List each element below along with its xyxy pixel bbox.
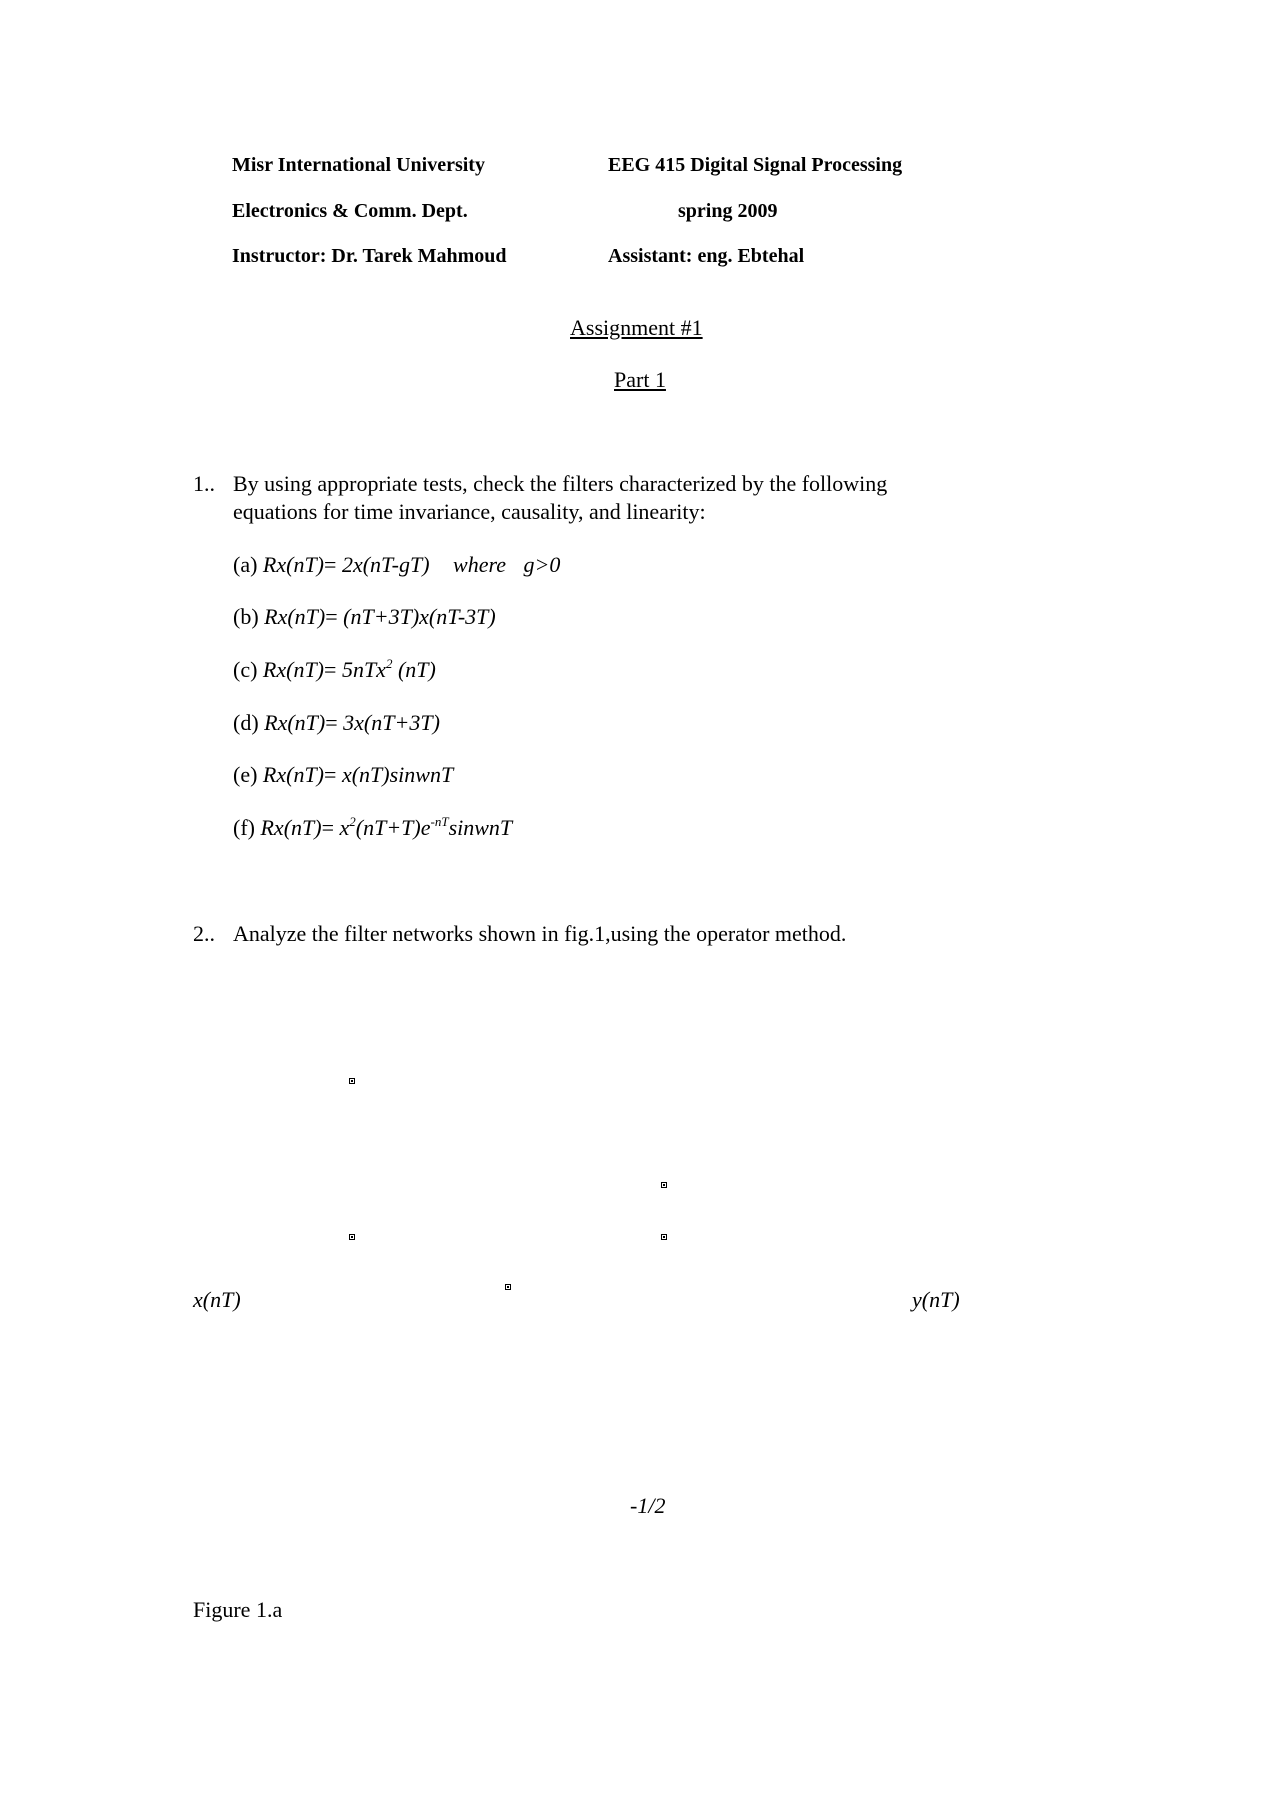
equation-superscript: 2 [349,814,356,829]
department-name: Electronics & Comm. Dept. [232,200,468,222]
figure-node-marker [505,1284,511,1290]
equation-rhs-tail: sinwnT [448,815,513,840]
equation-label: (e) [233,762,258,787]
equation-rhs: (nT+3T)x(nT-3T) [343,604,496,629]
question-1-number: 1.. [193,471,215,496]
figure-node-marker [349,1078,355,1084]
equation-superscript: 2 [385,656,393,671]
equation-rhs: 2x(nT-gT) [341,552,430,577]
equation-where: where [453,552,506,577]
equation-rhs-tail: (nT) [392,657,436,682]
figure-output-label: y(nT) [912,1287,960,1312]
equation-equals: = [324,762,342,787]
equation-superscript: -nT [430,814,449,829]
equation-condition: g>0 [523,552,561,577]
equation-lhs: Rx(nT) [262,657,325,682]
semester: spring 2009 [678,200,778,222]
figure-caption: Figure 1.a [193,1597,283,1622]
instructor-name: Instructor: Dr. Tarek Mahmoud [232,245,507,267]
assignment-title: Assignment #1 [570,315,703,340]
equation-e [233,762,453,788]
question-2-number: 2.. [193,921,215,946]
assistant-name: Assistant: eng. Ebtehal [608,245,805,267]
equation-equals: = [324,552,342,577]
figure-node-marker [349,1234,355,1240]
equation-lhs: Rx(nT) [264,710,326,735]
equation-label: (d) [233,710,259,735]
equation-rhs: x [339,815,350,840]
figure-node-marker [661,1234,667,1240]
equation-rhs-mid: (nT+T)e [355,815,431,840]
equation-equals: = [325,710,344,735]
equation-rhs: 3x(nT+3T) [343,710,440,735]
equation-f [233,815,512,841]
question-2-text: Analyze the filter networks shown in fig.1,using the operator method. [233,921,847,946]
equation-rhs: x(nT)sinwnT [341,762,454,787]
question-1-text-line2: equations for time invariance, causality, and linearity: [233,499,706,524]
figure-input-label: x(nT) [193,1287,241,1312]
equation-rhs: 5nTx [341,657,386,682]
course-title: EEG 415 Digital Signal Processing [608,154,903,176]
question-1-text-line1: By using appropriate tests, check the filters characterized by the following [233,471,888,496]
equation-lhs: Rx(nT) [262,762,325,787]
equation-c [233,657,436,683]
figure-node-marker [661,1182,667,1188]
equation-lhs: Rx(nT) [264,604,326,629]
equation-equals: = [324,657,342,682]
equation-label: (a) [233,552,258,577]
equation-d [233,710,440,736]
page-number: -1/2 [630,1493,666,1518]
equation-lhs: Rx(nT) [260,815,322,840]
equation-lhs: Rx(nT) [262,552,325,577]
equation-b [233,604,496,630]
equation-a [233,552,560,578]
equation-equals: = [321,815,340,840]
equation-label: (b) [233,604,259,629]
equation-label: (f) [233,815,255,840]
equation-label: (c) [233,657,258,682]
university-name: Misr International University [232,154,485,176]
equation-equals: = [325,604,344,629]
part-title: Part 1 [614,367,666,392]
